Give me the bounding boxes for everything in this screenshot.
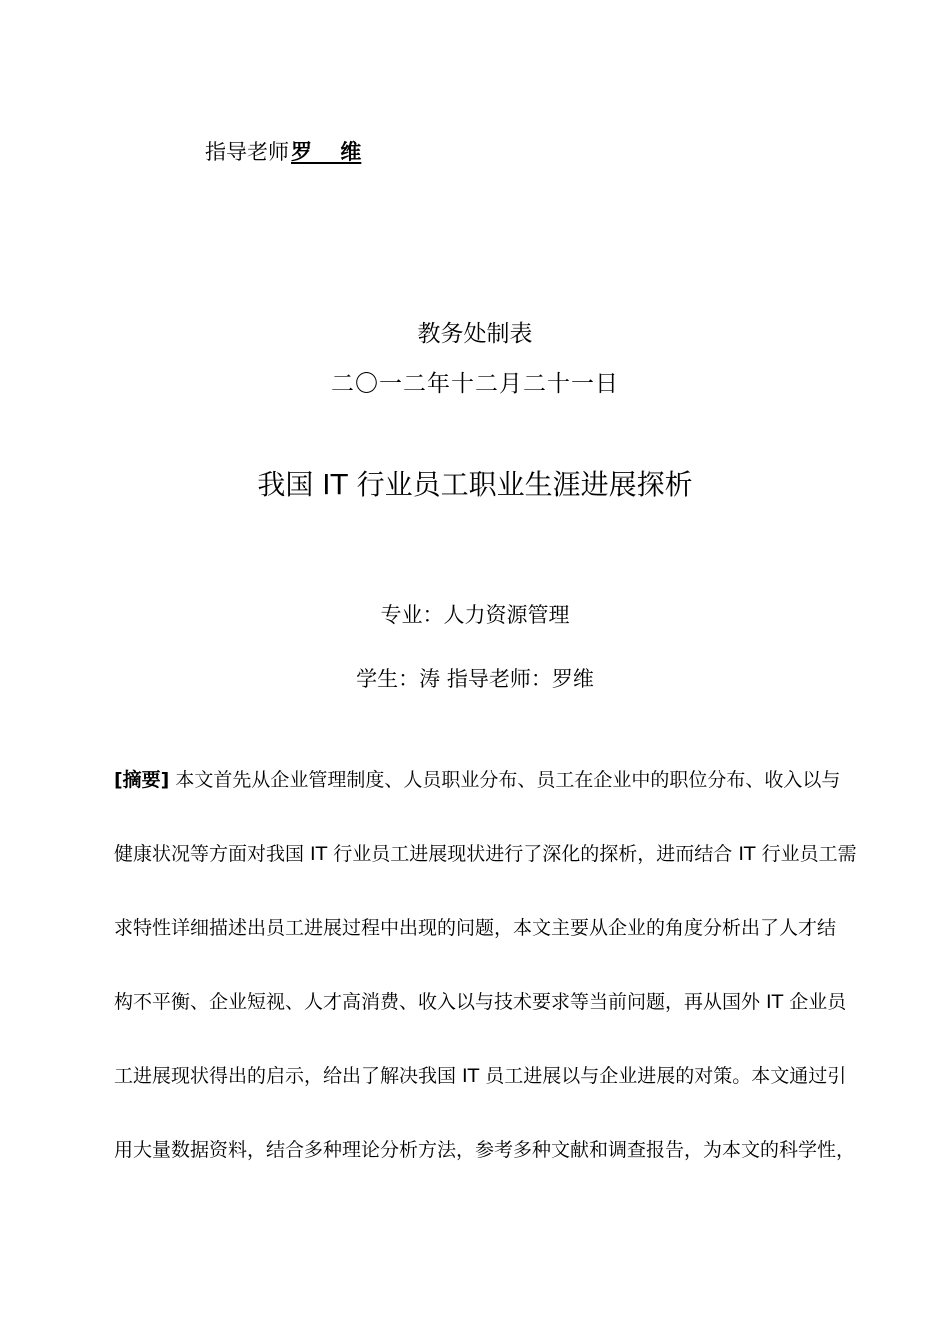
advisor-label: 指导老师	[205, 140, 289, 164]
abstract-paragraph	[114, 760, 857, 1204]
abstract-line: 用大量数据资料，结合多种理论分析方法，参考多种文献和调查报告，为本文的科学性，	[114, 1139, 856, 1161]
paper-title: 我国 IT 行业员工职业生涯进展探析	[257, 468, 693, 501]
advisor-name: 罗 维	[291, 140, 362, 164]
abstract-text: 本文首先从企业管理制度、人员职业分布、员工在企业中的职位分布、收入以与	[169, 769, 841, 791]
abstract-label: [摘要]	[114, 769, 170, 791]
abstract-line: 工进展现状得出的启示，给出了解决我国 IT 员工进展以与企业进展的对策。本文通过引	[114, 1065, 847, 1087]
abstract-line	[114, 760, 854, 834]
date-line: 二〇一二年十二月二十一日	[331, 371, 619, 397]
abstract-line: 构不平衡、企业短视、人才高消费、收入以与技术要求等当前问题，再从国外 IT 企业员	[114, 991, 847, 1013]
student-line: 学生：涛 指导老师：罗维	[356, 667, 594, 691]
issuer-line: 教务处制表	[417, 321, 533, 347]
major-line: 专业：人力资源管理	[380, 603, 570, 627]
abstract-line: 健康状况等方面对我国 IT 行业员工进展现状进行了深化的探析，进而结合 IT 行业员工需	[114, 843, 857, 865]
abstract-line: 求特性详细描述出员工进展过程中出现的问题，本文主要从企业的角度分析出了人才结	[114, 917, 837, 939]
advisor-line	[205, 134, 361, 170]
